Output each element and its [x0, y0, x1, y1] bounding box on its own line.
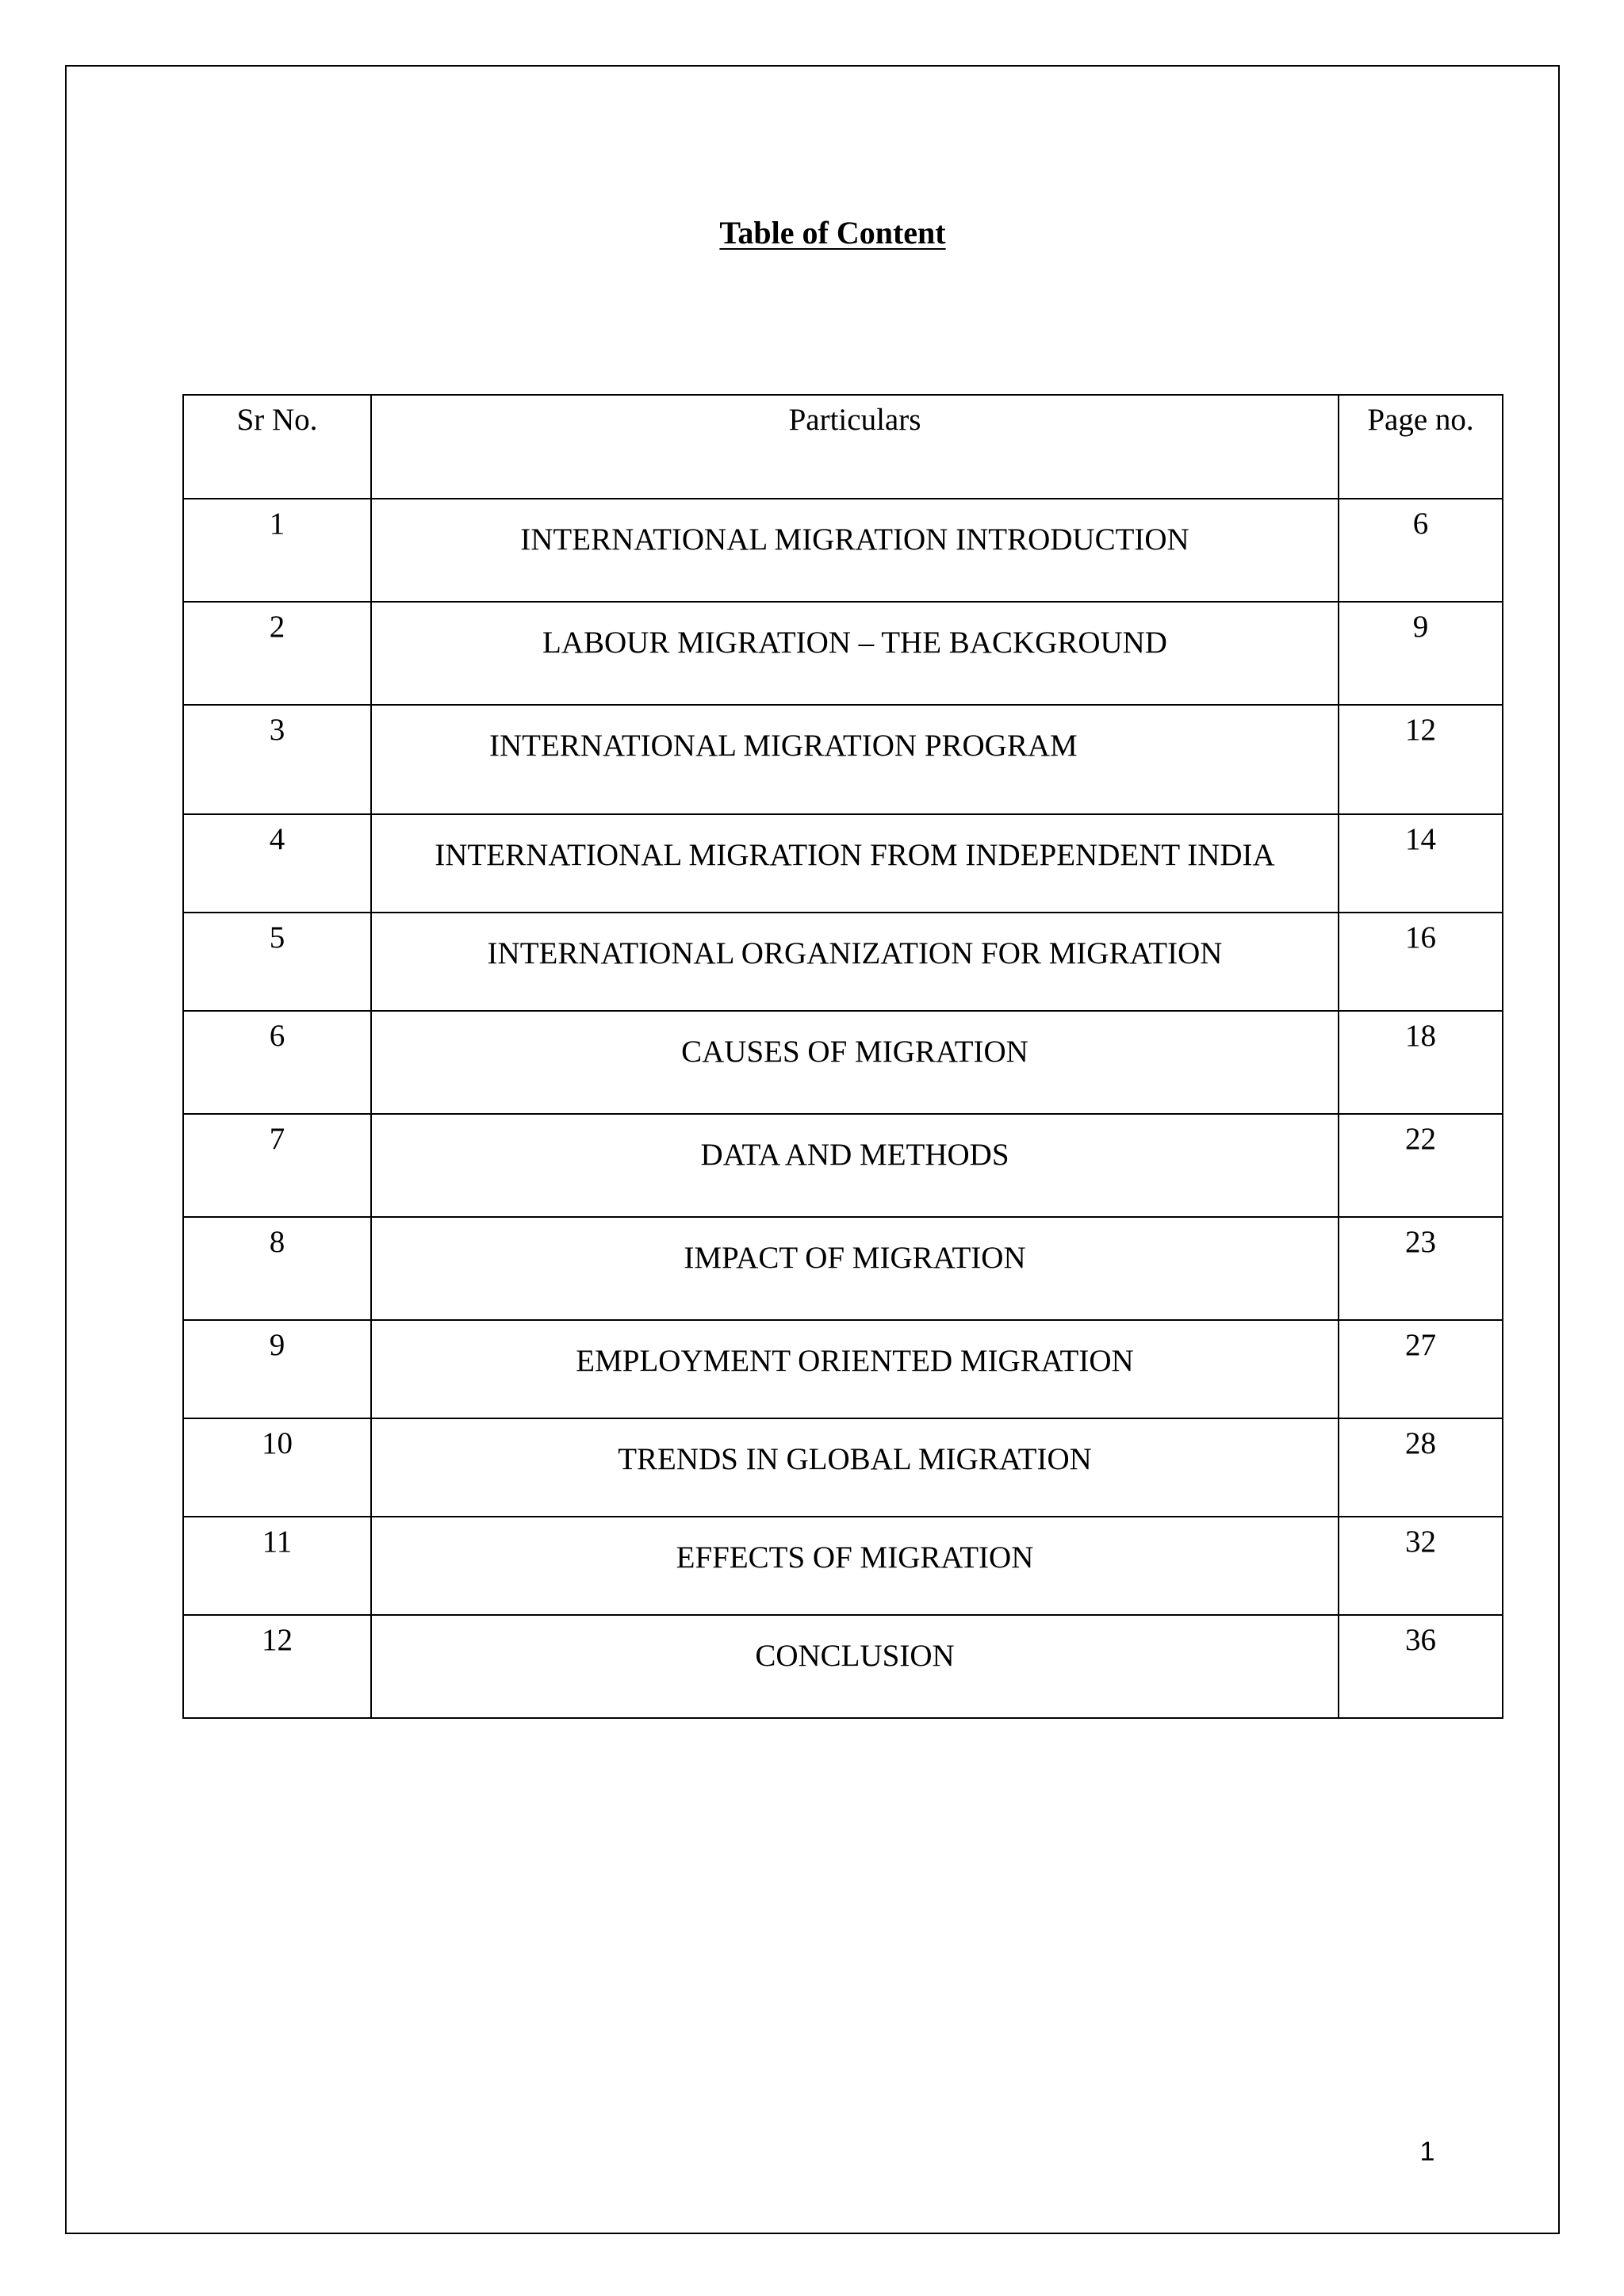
row-page-number: 28 [1339, 1418, 1503, 1517]
row-page-number: 16 [1339, 913, 1503, 1011]
row-chapter-title: INTERNATIONAL MIGRATION INTRODUCTION [371, 499, 1339, 602]
row-page-number: 14 [1339, 814, 1503, 913]
page-number: 1 [1419, 2137, 1435, 2167]
row-sr-number: 11 [183, 1517, 371, 1615]
row-sr-number: 8 [183, 1217, 371, 1320]
table-row [183, 1011, 1503, 1114]
row-chapter-title: INTERNATIONAL ORGANIZATION FOR MIGRATION [371, 913, 1339, 1011]
row-sr-number: 4 [183, 814, 371, 913]
table-row [183, 1217, 1503, 1320]
table-of-contents [182, 394, 1503, 1719]
table-row [183, 814, 1503, 913]
row-page-number: 6 [1339, 499, 1503, 602]
row-chapter-title: CAUSES OF MIGRATION [371, 1011, 1339, 1114]
row-sr-number: 1 [183, 499, 371, 602]
table-row [183, 1615, 1503, 1718]
row-sr-number: 10 [183, 1418, 371, 1517]
table-row [183, 499, 1503, 602]
row-chapter-title: CONCLUSION [371, 1615, 1339, 1718]
row-sr-number: 7 [183, 1114, 371, 1217]
table-row [183, 1114, 1503, 1217]
row-sr-number: 12 [183, 1615, 371, 1718]
row-chapter-title: TRENDS IN GLOBAL MIGRATION [371, 1418, 1339, 1517]
row-page-number: 9 [1339, 602, 1503, 705]
row-sr-number: 5 [183, 913, 371, 1011]
table-row [183, 602, 1503, 705]
header-page-no: Page no. [1339, 395, 1503, 499]
document-title: Table of Content [719, 215, 946, 251]
row-page-number: 36 [1339, 1615, 1503, 1718]
row-chapter-title: LABOUR MIGRATION – THE BACKGROUND [371, 602, 1339, 705]
row-page-number: 12 [1339, 705, 1503, 814]
row-page-number: 18 [1339, 1011, 1503, 1114]
row-sr-number: 9 [183, 1320, 371, 1418]
row-chapter-title: EFFECTS OF MIGRATION [371, 1517, 1339, 1615]
header-particulars: Particulars [371, 395, 1339, 499]
table-row [183, 705, 1503, 814]
row-chapter-title: IMPACT OF MIGRATION [371, 1217, 1339, 1320]
row-chapter-title: EMPLOYMENT ORIENTED MIGRATION [371, 1320, 1339, 1418]
row-sr-number: 6 [183, 1011, 371, 1114]
row-chapter-title: INTERNATIONAL MIGRATION FROM INDEPENDENT INDIA [371, 814, 1339, 913]
table-row [183, 913, 1503, 1011]
row-chapter-title: INTERNATIONAL MIGRATION PROGRAM [371, 705, 1339, 814]
row-page-number: 23 [1339, 1217, 1503, 1320]
row-page-number: 32 [1339, 1517, 1503, 1615]
row-sr-number: 2 [183, 602, 371, 705]
table-header-row [183, 395, 1503, 499]
row-chapter-title: DATA AND METHODS [371, 1114, 1339, 1217]
row-page-number: 22 [1339, 1114, 1503, 1217]
header-sr-no: Sr No. [183, 395, 371, 499]
table-row [183, 1320, 1503, 1418]
table-row [183, 1418, 1503, 1517]
row-page-number: 27 [1339, 1320, 1503, 1418]
table-row [183, 1517, 1503, 1615]
row-sr-number: 3 [183, 705, 371, 814]
